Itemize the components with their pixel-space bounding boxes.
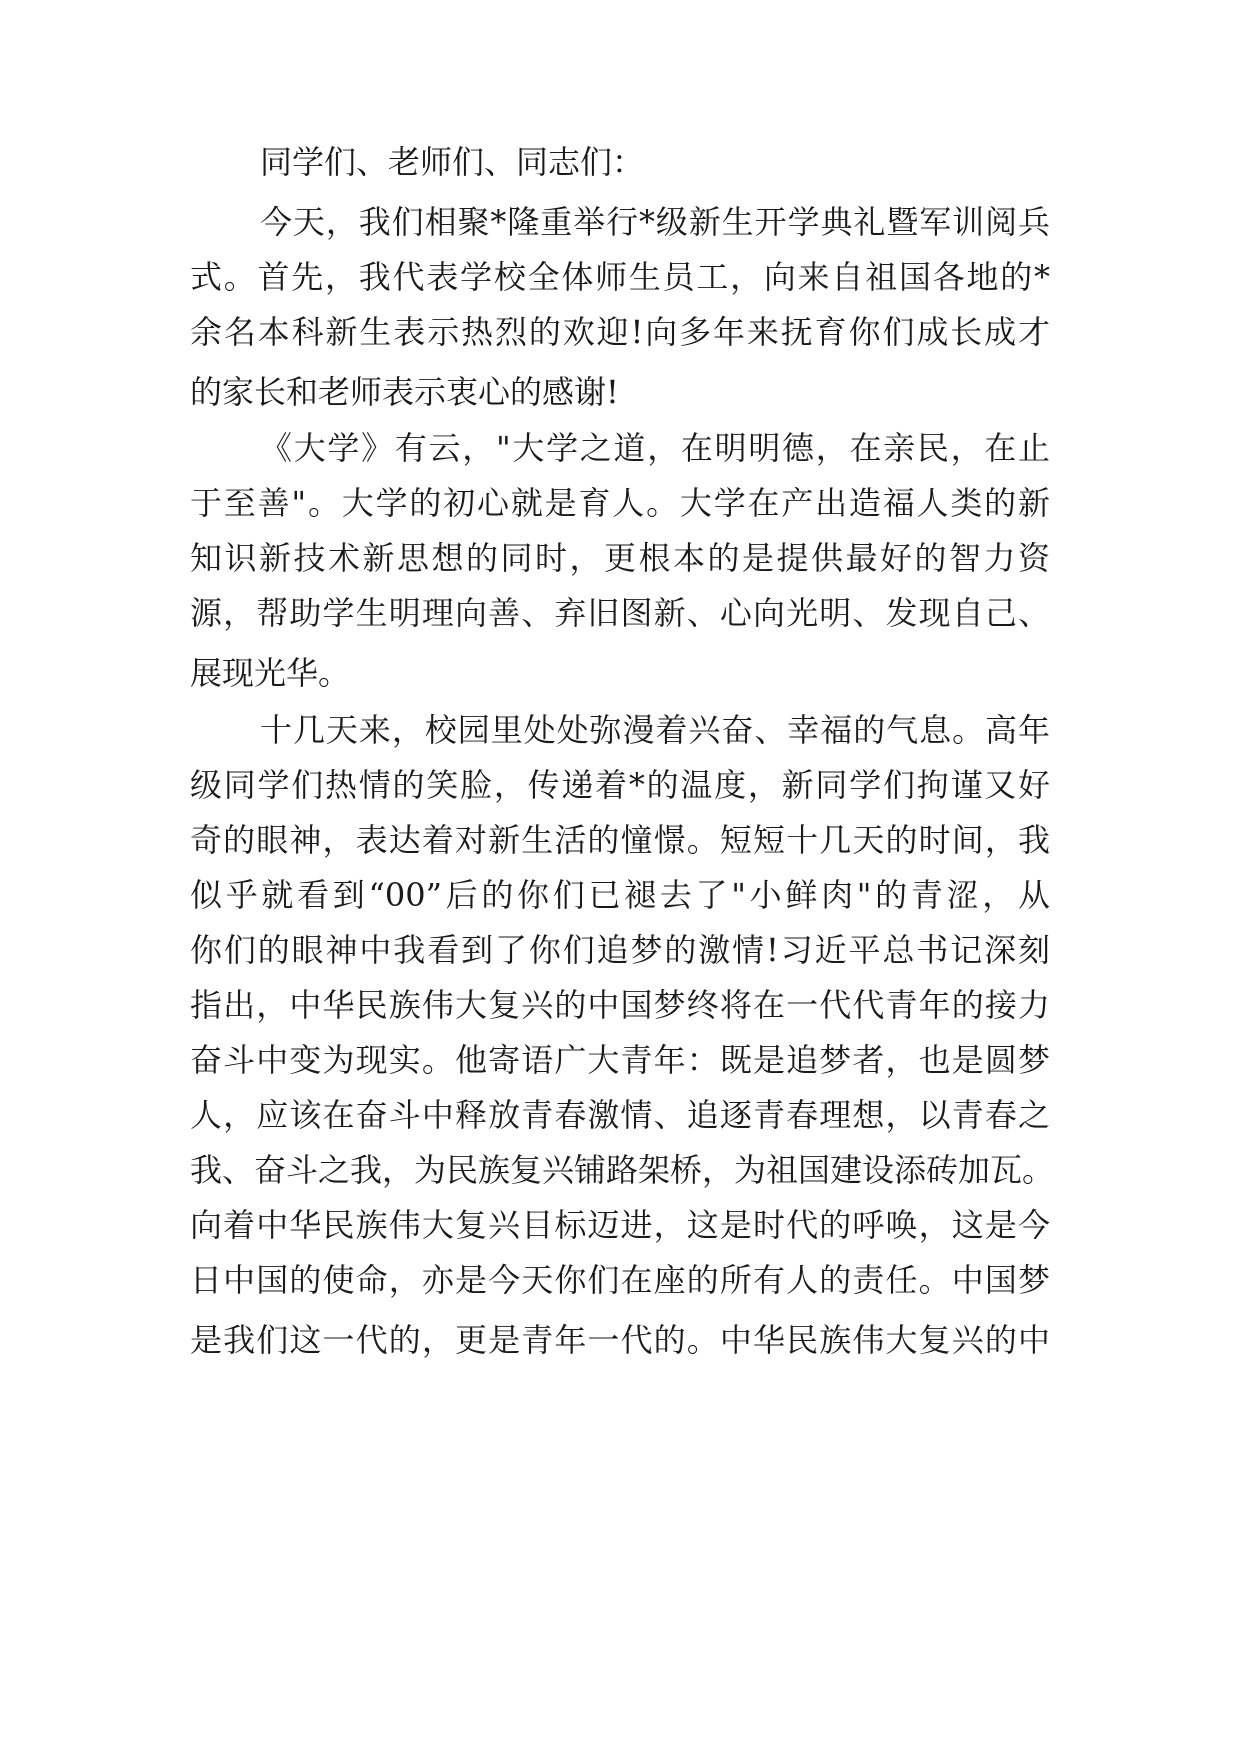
paragraph-3-line-2: 级同学们热情的笑脸，传递着*的温度，新同学们拘谨又好 [190, 766, 1050, 804]
paragraph-1-line-2: 式。首先，我代表学校全体师生员工，向来自祖国各地的* [190, 258, 1050, 296]
paragraph-3-line-10: 向着中华民族伟大复兴目标迈进，这是时代的呼唤，这是今 [190, 1206, 1050, 1244]
paragraph-3-line-8: 人，应该在奋斗中释放青春激情、追逐青春理想，以青春之 [190, 1096, 1050, 1134]
paragraph-3-line-7: 奋斗中变为现实。他寄语广大青年：既是追梦者，也是圆梦 [190, 1041, 1050, 1079]
paragraph-2-line-1: 《大学》有云，"大学之道，在明明德，在亲民，在止 [260, 429, 1050, 467]
paragraph-3-line-4: 似乎就看到“00”后的你们已褪去了"小鲜肉"的青涩，从 [190, 876, 1050, 914]
paragraph-2-line-2: 于至善"。大学的初心就是育人。大学在产出造福人类的新 [190, 484, 1050, 522]
paragraph-1-line-1: 今天，我们相聚*隆重举行*级新生开学典礼暨军训阅兵 [260, 203, 1050, 241]
paragraph-1-line-4: 的家长和老师表示衷心的感谢! [190, 373, 619, 411]
paragraph-3-line-9: 我、奋斗之我，为民族复兴铺路架桥，为祖国建设添砖加瓦。 [190, 1151, 1055, 1189]
paragraph-2-line-4: 源，帮助学生明理向善、弃旧图新、心向光明、发现自己、 [190, 594, 1050, 632]
paragraph-3-line-11: 日中国的使命，亦是今天你们在座的所有人的责任。中国梦 [190, 1261, 1050, 1299]
paragraph-2-line-3: 知识新技术新思想的同时，更根本的是提供最好的智力资 [190, 539, 1050, 577]
paragraph-2-line-5: 展现光华。 [190, 654, 351, 692]
paragraph-3-line-3: 奇的眼神，表达着对新生活的憧憬。短短十几天的时间，我 [190, 821, 1050, 859]
salutation: 同学们、老师们、同志们： [260, 143, 645, 181]
paragraph-1-line-3: 余名本科新生表示热烈的欢迎!向多年来抚育你们成长成才 [190, 313, 1050, 351]
paragraph-3-line-1: 十几天来，校园里处处弥漫着兴奋、幸福的气息。高年 [260, 711, 1050, 749]
paragraph-3-line-6: 指出，中华民族伟大复兴的中国梦终将在一代代青年的接力 [190, 986, 1050, 1024]
paragraph-3-line-5: 你们的眼神中我看到了你们追梦的激情!习近平总书记深刻 [190, 931, 1050, 969]
paragraph-3-line-12: 是我们这一代的，更是青年一代的。中华民族伟大复兴的中 [190, 1321, 1050, 1359]
